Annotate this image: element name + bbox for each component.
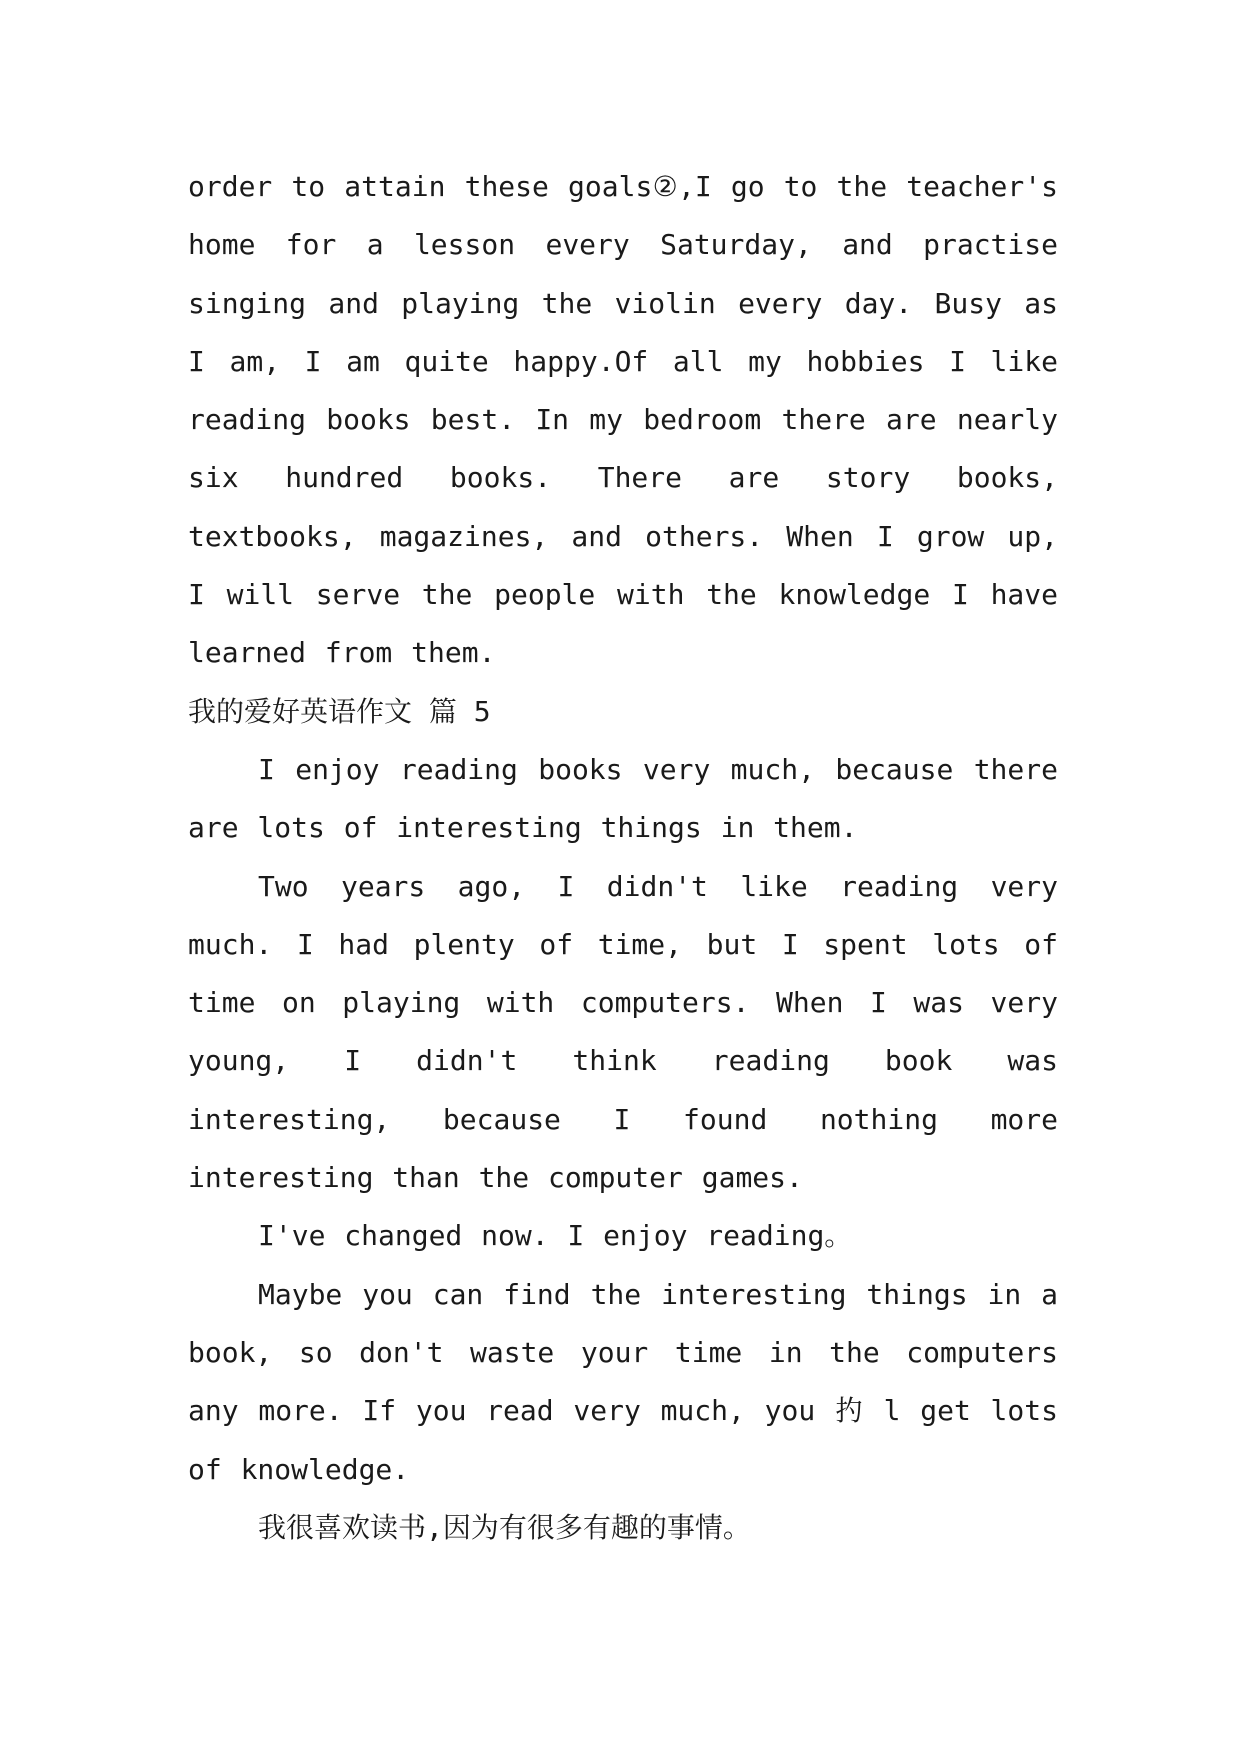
paragraph-hobbies-continued: order to attain these goals②,I go to the teacher's home for a lesson every Saturday, and practise singing and playing the violin every day. Busy as I am, I am quite happy.Of all my hobbies I like reading books best. In my bedroom there are nearly six hundred books. There are story books, textbooks, magazines, and others. When I grow up, I will serve the people with the knowledge I have learned from them. <box>188 170 1058 670</box>
section-heading: 我的爱好英语作文 篇 5 <box>188 694 491 728</box>
paragraph-changed-now: I've changed now. I enjoy reading。 <box>258 1219 853 1253</box>
paragraph-enjoy-reading: I enjoy reading books very much, because there are lots of interesting things in them. <box>188 752 1058 845</box>
document-body <box>188 158 1058 1557</box>
paragraph-maybe-you-can: Maybe you can find the interesting things in a book, so don't waste your time in the computers any more. If you read very much, you 扚 l get lots of knowledge. <box>188 1277 1058 1486</box>
paragraph-chinese-translation: 我很喜欢读书,因为有很多有趣的事情。 <box>258 1510 751 1544</box>
paragraph-two-years-ago: Two years ago, I didn't like reading very much. I had plenty of time, but I spent lots of time on playing with computers. When I was very young, I didn't think reading book was interesting, because I found nothing more interesting than the computer games. <box>188 869 1058 1195</box>
